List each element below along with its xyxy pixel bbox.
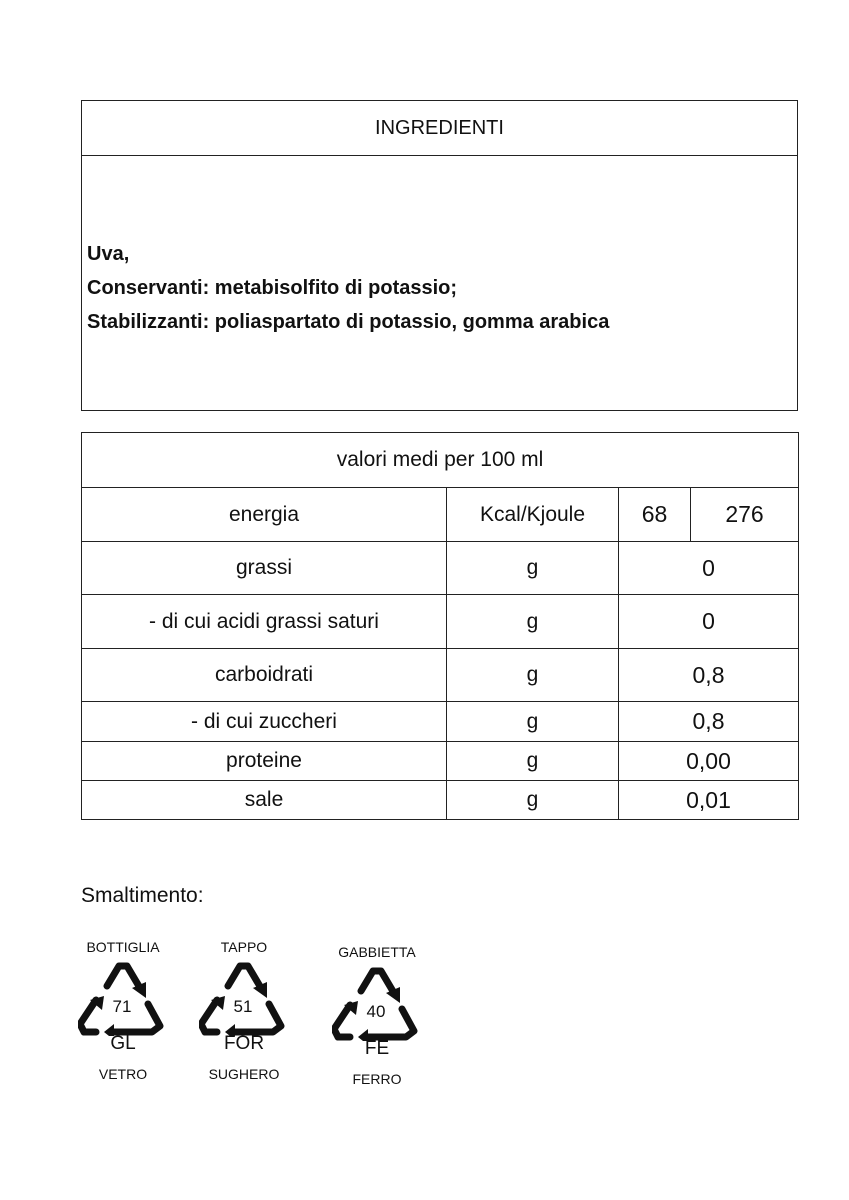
nutrient-value: 0 [619,595,799,649]
nutrient-value: 0,8 [619,649,799,702]
nutrient-unit: g [447,649,619,702]
nutrient-name: proteine [82,742,447,781]
disposal-symbol-cage [312,943,442,1087]
nutrient-unit: g [447,702,619,742]
nutrient-unit: g [447,595,619,649]
symbol-bottom-label: FERRO [352,1071,402,1087]
nutrient-value: 0,01 [619,781,799,820]
table-row [82,702,799,742]
table-row [82,595,799,649]
nutrient-value: 0 [619,542,799,595]
energy-kcal-value: 68 [619,488,691,542]
disposal-title: Smaltimento: [81,884,204,907]
nutrient-unit: g [447,781,619,820]
symbol-top-label: TAPPO [220,939,268,955]
table-row [82,742,799,781]
symbol-top-label: BOTTIGLIA [86,939,160,955]
ingredient-line: Uva, [87,243,130,265]
symbol-number: 71 [112,997,132,1016]
recycling-triangle-icon [199,960,289,1036]
symbol-number: 40 [366,1002,386,1021]
nutrient-value: 0,00 [619,742,799,781]
ingredient-line: Stabilizzanti: poliaspartato di potassio, gomma arabica [87,311,610,333]
symbol-code: FE [364,1038,390,1059]
table-row [82,488,799,542]
symbol-bottom-label: VETRO [98,1066,148,1082]
nutrient-name: - di cui zuccheri [82,702,447,742]
nutrient-name: carboidrati [82,649,447,702]
symbol-code: GL [110,1033,136,1054]
symbol-number: 51 [233,997,253,1016]
symbol-code: FOR [223,1033,265,1054]
symbol-bottom-label: SUGHERO [208,1066,280,1082]
nutrient-name: energia [82,488,447,542]
symbol-top-label: GABBIETTA [338,944,416,960]
table-row [82,649,799,702]
recycling-triangle-icon [332,965,422,1041]
energy-kj-value: 276 [691,488,799,542]
nutrient-unit: g [447,742,619,781]
recycling-triangle-icon [78,960,168,1036]
ingredients-title: INGREDIENTI [82,101,797,156]
nutrition-header: valori medi per 100 ml [82,433,799,488]
nutrition-table [81,432,799,820]
table-row [82,781,799,820]
table-header-row [82,433,799,488]
disposal-symbol-bottle [58,938,188,1082]
nutrient-name: sale [82,781,447,820]
table-row [82,542,799,595]
nutrient-unit: g [447,542,619,595]
ingredients-list [87,237,609,339]
nutrient-unit: Kcal/Kjoule [447,488,619,542]
nutrient-name: grassi [82,542,447,595]
ingredients-box [81,100,798,411]
ingredient-line: Conservanti: metabisolfito di potassio; [87,277,458,299]
disposal-symbol-cap [179,938,309,1082]
nutrient-value: 0,8 [619,702,799,742]
nutrient-name: - di cui acidi grassi saturi [82,595,447,649]
